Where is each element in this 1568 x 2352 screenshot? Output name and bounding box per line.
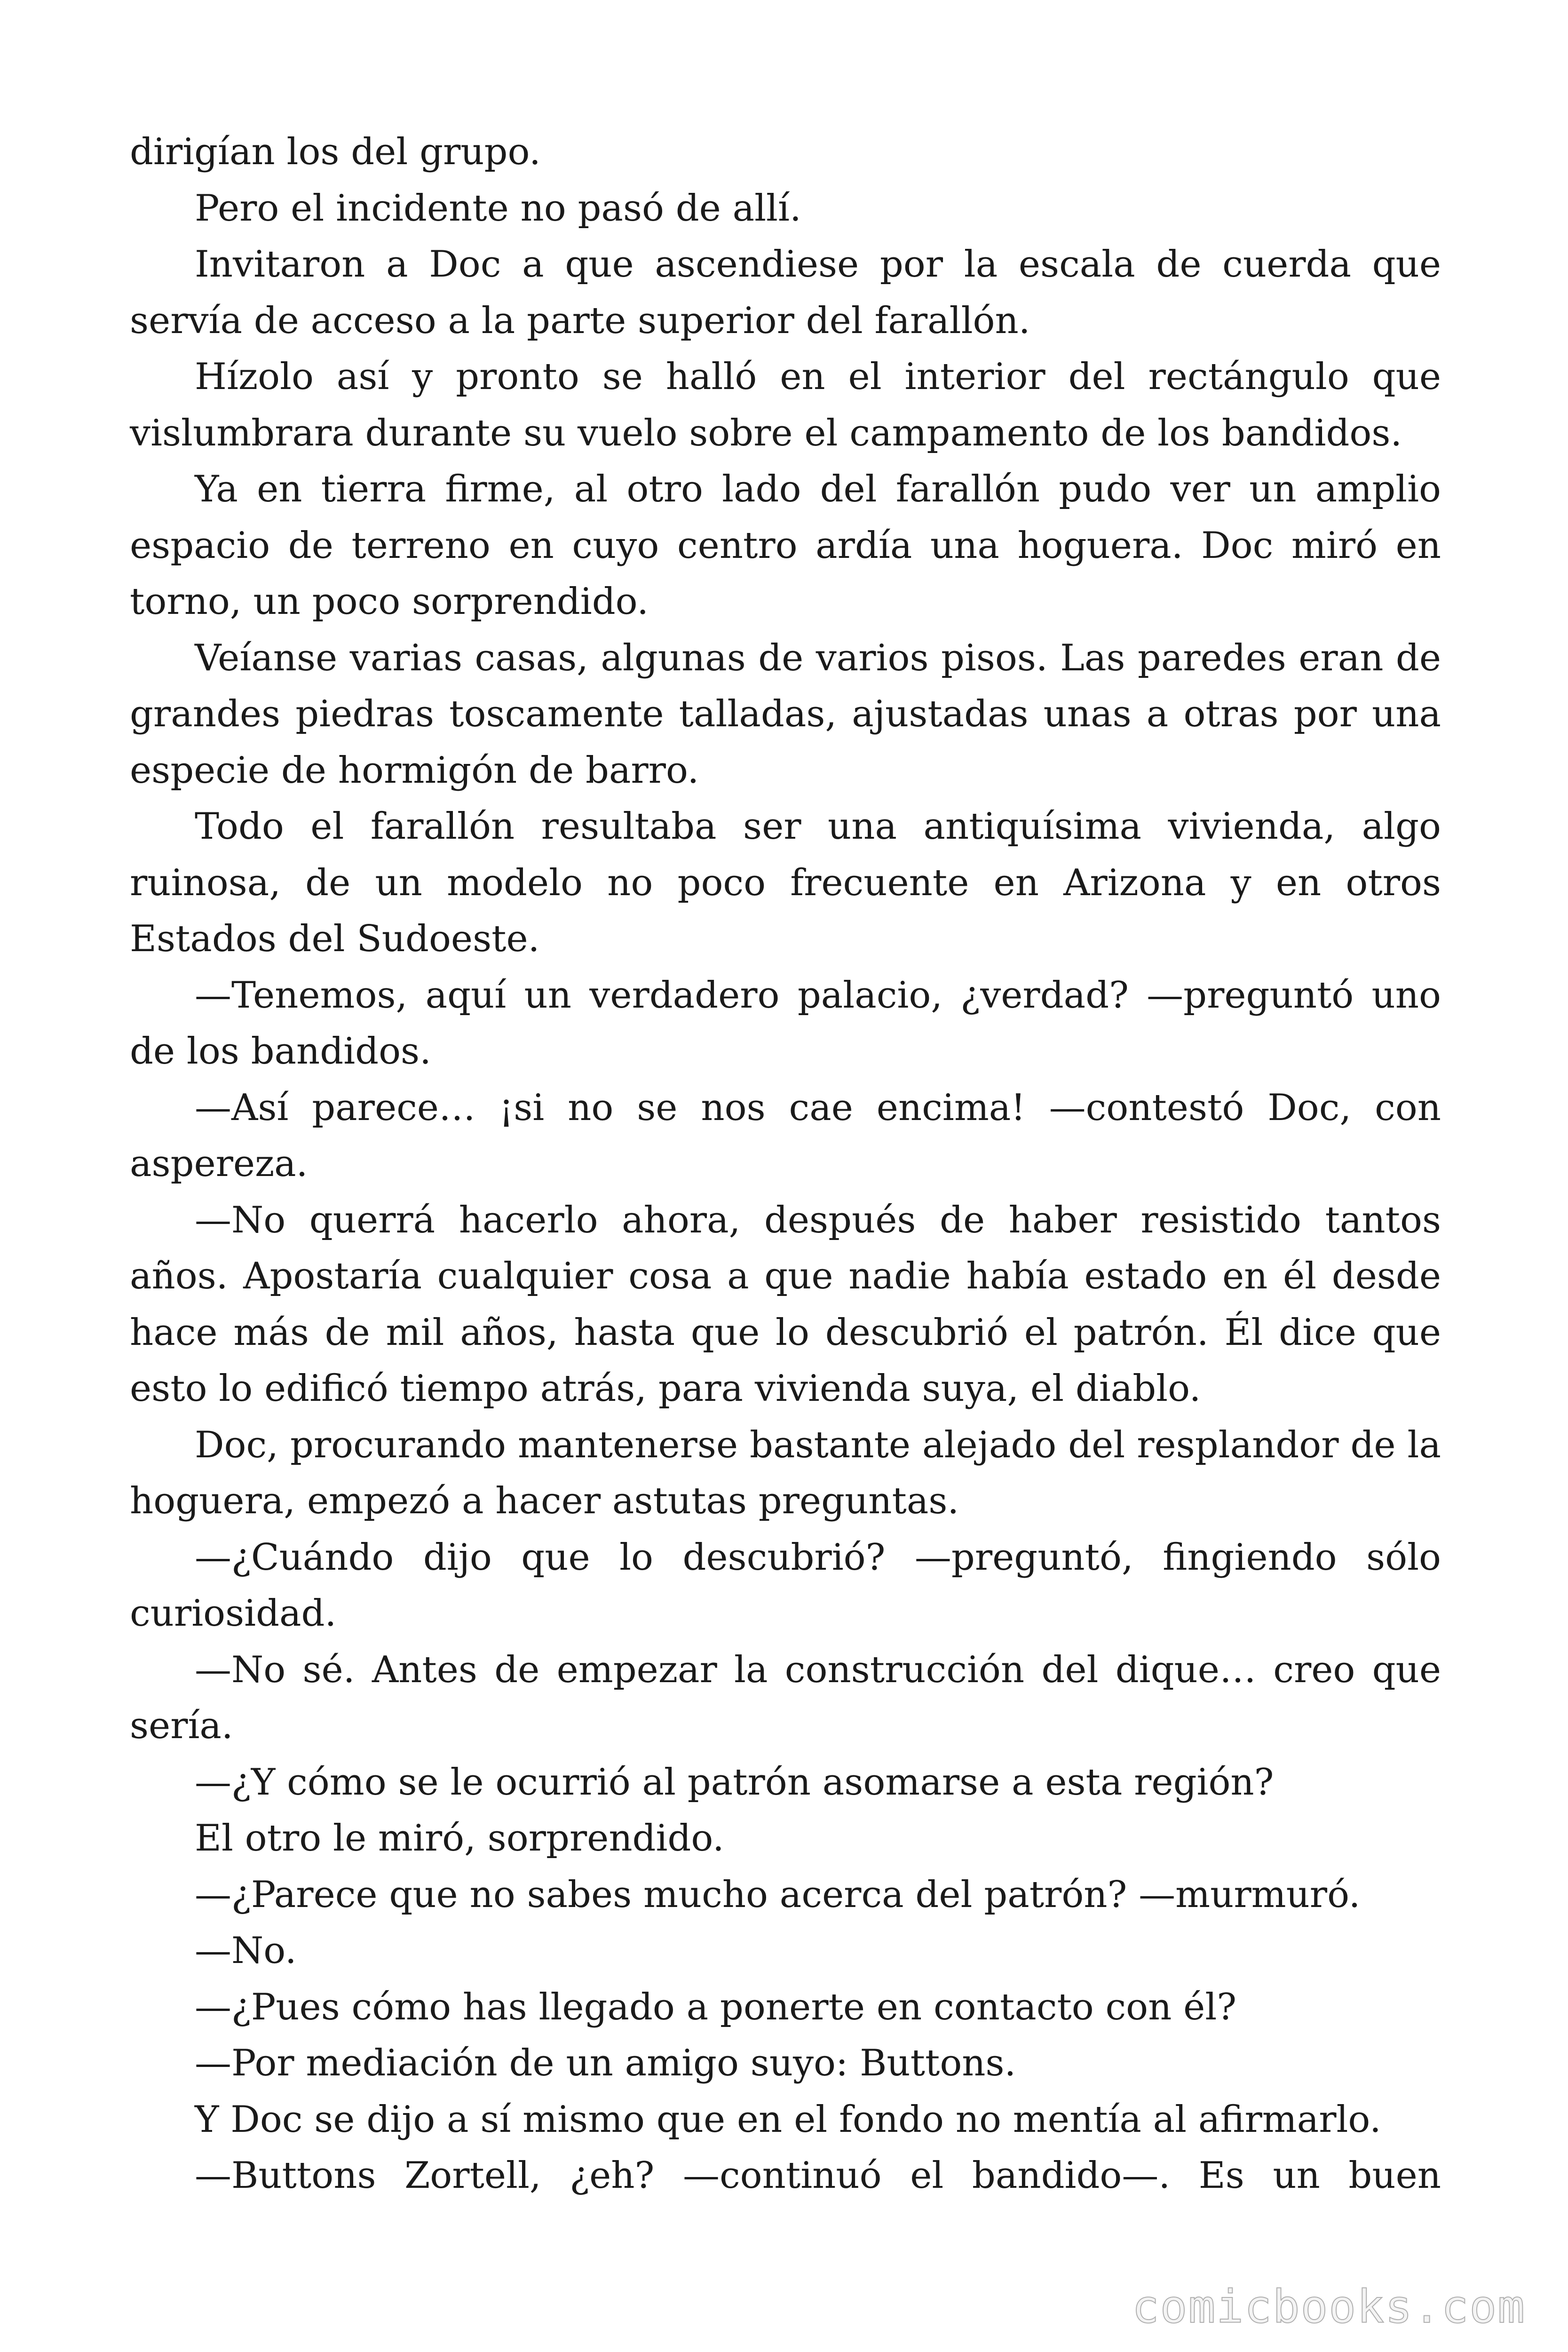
paragraph: —¿Cuándo dijo que lo descubrió? —preguntó, fingiendo sólo curiosidad. bbox=[130, 1536, 1441, 1635]
paragraph: —Así parece… ¡si no se nos cae encima! —contestó Doc, con aspereza. bbox=[130, 1086, 1441, 1185]
watermark: comicbooks.com bbox=[1132, 2280, 1526, 2333]
paragraph: Veíanse varias casas, algunas de varios pisos. Las paredes eran de grandes piedras toscamente talladas, ajustadas unas a otras por una especie de hormigón de barro. bbox=[130, 636, 1441, 792]
paragraph: El otro le miró, sorprendido. bbox=[195, 1817, 724, 1859]
paragraph: —¿Pues cómo has llegado a ponerte en contacto con él? bbox=[195, 1986, 1237, 2028]
paragraph: Invitaron a Doc a que ascendiese por la escala de cuerda que servía de acceso a la parte superior del farallón. bbox=[130, 243, 1441, 342]
paragraph: dirigían los del grupo. bbox=[130, 131, 541, 173]
paragraph: Ya en tierra firme, al otro lado del farallón pudo ver un amplio espacio de terreno en cuyo centro ardía una hoguera. Doc miró en torno, un poco sorprendido. bbox=[130, 468, 1441, 623]
paragraph: —No sé. Antes de empezar la construcción del dique… creo que sería. bbox=[130, 1648, 1441, 1747]
paragraph: —Por mediación de un amigo suyo: Buttons. bbox=[195, 2042, 1016, 2084]
paragraph: —No. bbox=[195, 1930, 297, 1972]
paragraph: Pero el incidente no pasó de allí. bbox=[195, 187, 801, 230]
paragraph: Y Doc se dijo a sí mismo que en el fondo no mentía al afirmarlo. bbox=[195, 2098, 1381, 2141]
paragraph: Todo el farallón resultaba ser una antiquísima vivienda, algo ruinosa, de un modelo no poco frecuente en Arizona y en otros Estados del Sudoeste. bbox=[130, 805, 1441, 960]
paragraph: —No querrá hacerlo ahora, después de haber resistido tantos años. Apostaría cualquier cosa a que nadie había estado en él desde hace más de mil años, hasta que lo descubrió el patrón. Él dice que esto lo edificó tiempo atrás, para vivienda suya, el diablo. bbox=[130, 1199, 1441, 1410]
paragraph: —¿Y cómo se le ocurrió al patrón asomarse a esta región? bbox=[195, 1761, 1274, 1804]
paragraph: Doc, procurando mantenerse bastante alejado del resplandor de la hoguera, empezó a hacer astutas preguntas. bbox=[130, 1423, 1441, 1522]
paragraph: Hízolo así y pronto se halló en el interior del rectángulo que vislumbrara durante su vuelo sobre el campamento de los bandidos. bbox=[130, 356, 1441, 454]
page-body-text bbox=[130, 124, 1441, 2204]
paragraph: —Buttons Zortell, ¿eh? —continuó el bandido—. Es un buen bbox=[195, 2154, 1441, 2197]
paragraph: —Tenemos, aquí un verdadero palacio, ¿verdad? —preguntó uno de los bandidos. bbox=[130, 974, 1441, 1073]
paragraph: —¿Parece que no sabes mucho acerca del patrón? —murmuró. bbox=[195, 1873, 1361, 1916]
